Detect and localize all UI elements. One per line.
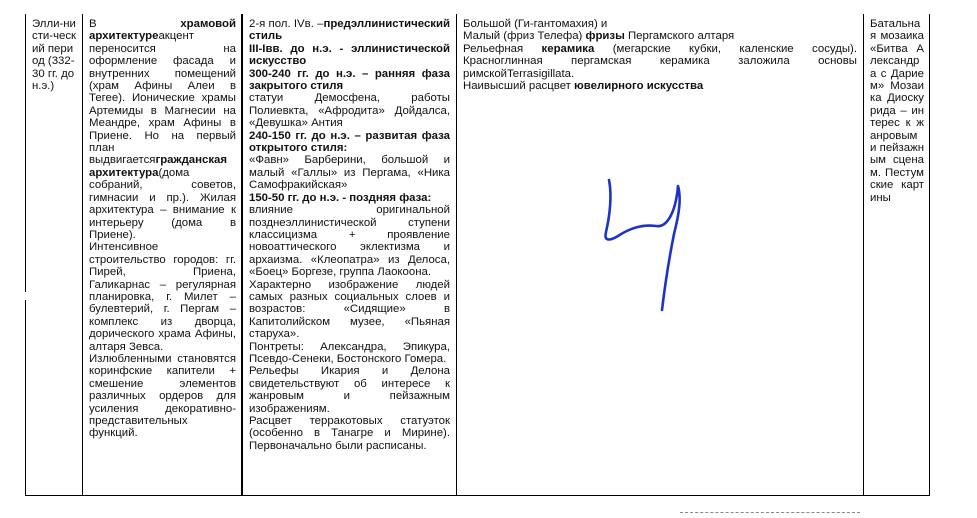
orders-paragraph: Излюбленными становятся коринфские капители + смешение элементов различных ордеров для усиления декоративно-представительных функций. bbox=[89, 352, 236, 440]
sculpture-cell bbox=[249, 18, 450, 452]
period-text: Элли-нисти-ческий период (332-30 гг. до н.э.) bbox=[32, 18, 77, 93]
jewelry-term: ювелирного искусства bbox=[574, 80, 704, 93]
architecture-cell bbox=[89, 18, 236, 440]
jewelry-intro: Наивысший расцвет bbox=[463, 80, 575, 93]
column-divider-1 bbox=[82, 14, 83, 496]
architecture-paragraph bbox=[89, 18, 236, 241]
painting-cell bbox=[870, 18, 924, 204]
hellenistic-art-heading bbox=[249, 43, 450, 68]
temple-architecture-text: акцент переносится на оформление фасада и внутренних помещений (храм Афины Алеи в Тегее). Ионические храмы Артемиды в Магнесии на Меандре, храм Афины в Приене. Но на первый план выдвигается bbox=[89, 30, 236, 167]
period-half-label: 2-я пол. IVв. – bbox=[249, 18, 324, 30]
terra-sigillata-term: Terrasigillata bbox=[507, 67, 571, 80]
friezes-term: фризы bbox=[585, 30, 625, 43]
reliefs-text: Рельефы Икария и Делона свидетельствуют об интересе к жанровым и пейзажным изображениям. bbox=[249, 365, 450, 415]
ceramics-term: керамика bbox=[541, 42, 595, 55]
pre-hellenistic-style: предэллинистический стиль bbox=[249, 18, 450, 43]
handwritten-scribble bbox=[590, 170, 700, 320]
terracotta-text: Расцвет терракотовых статуэток (особенно в Танагре и Мирине). Первоначально были расписаны. bbox=[249, 415, 450, 452]
temple-architecture-term: храмовой архитектуре bbox=[89, 18, 236, 43]
pergamon-altar-text: Пергамского алтаря bbox=[624, 30, 735, 43]
civil-architecture-text: (дома собраний, советов, гимнасии и пр.). Жилая архитектура – внимание к интерьеру (дома в Приене). bbox=[89, 166, 236, 241]
decorative-art-cell bbox=[463, 18, 857, 92]
city-building-paragraph: Интенсивное строительство городов: гг. Пирей, Приена, Галикарнас – регулярная планировка, г. Милет – булевтерий, г. Пергам – комплекс из дворца, дорического храма Афины, алтаря Зевса. bbox=[89, 241, 236, 353]
telephos-line bbox=[463, 30, 857, 42]
column-divider-2 bbox=[241, 14, 243, 496]
developed-phase-heading bbox=[249, 130, 450, 155]
late-phase-text: влияние оригинальной позднеэллинистической ступени классицизма + проявление новоаттического эклектизма и архаизма. «Клеопатра» из Делоса, «Боец» Боргезе, группа Лаокоона. bbox=[249, 204, 450, 279]
telephos-frieze-text: Малый (фриз Телефа) bbox=[463, 30, 586, 43]
architecture-intro: В bbox=[89, 18, 181, 30]
table-border-bottom bbox=[25, 495, 930, 496]
painting-text: Батальная мозаика «Битва Александра с Дарием» Мозаика Диоскурида – интерес к жанровым и пейзажным сценам. Пестумские картины bbox=[870, 18, 924, 204]
early-phase-text: статуи Демосфена, работы Полиевкта, «Афродита» Дойдалса, «Девушка» Антия bbox=[249, 92, 450, 130]
jewelry-line bbox=[463, 80, 857, 92]
ceramics-intro: Рельефная bbox=[463, 42, 542, 55]
column-divider-4 bbox=[863, 14, 864, 496]
hellenistic-art-label: III-Iвв. до н.э. - эллинистической искусство bbox=[249, 42, 450, 68]
footer-dashed-line bbox=[680, 512, 860, 513]
ceramics-paragraph bbox=[463, 43, 857, 80]
developed-phase-label: 240-150 гг. до н.э. – развитая фаза открытого стиля: bbox=[249, 129, 450, 155]
table-border-left bbox=[25, 14, 26, 292]
table-border-left-lower bbox=[25, 300, 26, 496]
developed-phase-text: «Фавн» Барберини, большой и малый «Галлы» из Пергама, «Ника Самофракийская» bbox=[249, 154, 450, 192]
early-phase-heading bbox=[249, 68, 450, 93]
early-phase-label: 300-240 гг. до н.э. – ранняя фаза закрытого стиля bbox=[249, 67, 450, 93]
pre-hellenistic-heading bbox=[249, 18, 450, 43]
table-border-right bbox=[929, 14, 930, 496]
social-portrayal-text: Характерно изображение людей самых разных социальных слоев и возрастов: «Сидящие» в Капитолийском музее, «Пьяная старуха». bbox=[249, 278, 450, 341]
column-divider-3 bbox=[456, 14, 457, 496]
gigantomachy-line: Большой (Ги-гантомахия) и bbox=[463, 18, 608, 30]
civil-architecture-term: гражданская архитектура bbox=[89, 154, 228, 179]
period-cell bbox=[32, 18, 78, 92]
late-phase-label: 150-50 гг. до н.э. - поздняя фаза: bbox=[249, 191, 432, 204]
late-phase-heading bbox=[249, 192, 450, 204]
portraits-text: Понтреты: Александра, Эпикура, Псевдо-Сенеки, Бостонского Гомера. bbox=[249, 340, 450, 365]
ceramics-text: (мегарские кубки, каленские сосуды). Красноглинная пергамская керамика заложила основы римской bbox=[463, 42, 857, 80]
ceramics-period: . bbox=[571, 67, 575, 80]
